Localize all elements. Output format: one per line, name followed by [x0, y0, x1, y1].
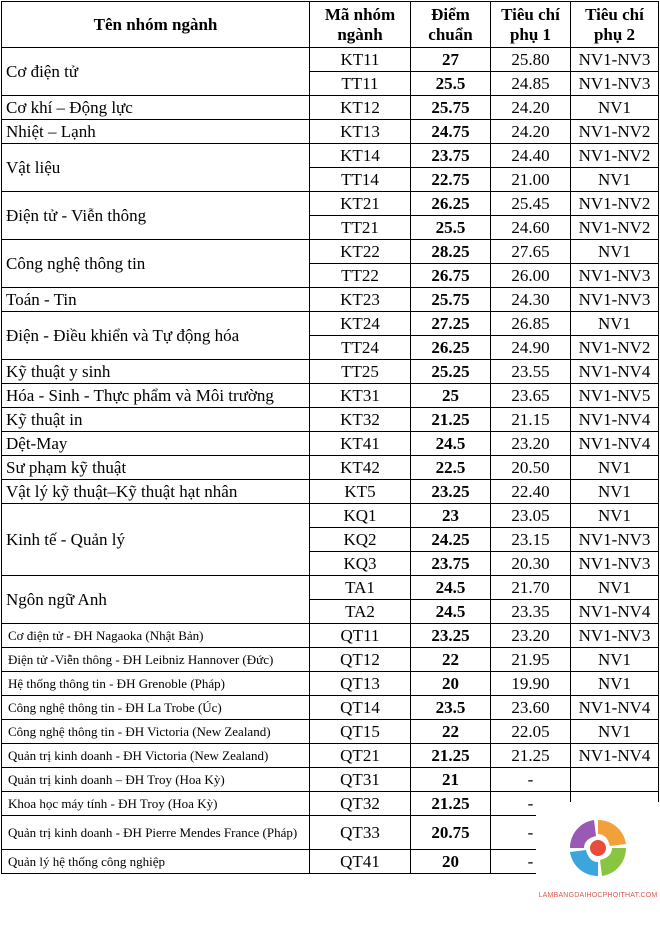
cutoff-score: 21.25 — [411, 792, 491, 816]
table-row — [2, 120, 659, 144]
criteria-1: 24.20 — [491, 96, 571, 120]
cutoff-score: 22.75 — [411, 168, 491, 192]
table-row — [2, 648, 659, 672]
criteria-2: NV1-NV2 — [571, 192, 659, 216]
cutoff-score: 21.25 — [411, 408, 491, 432]
program-name: Kỹ thuật y sinh — [2, 360, 310, 384]
criteria-1: 25.80 — [491, 48, 571, 72]
header-score: Điểm chuẩn — [411, 2, 491, 48]
program-code: KT12 — [310, 96, 411, 120]
criteria-1: 23.60 — [491, 696, 571, 720]
criteria-1: 26.85 — [491, 312, 571, 336]
criteria-2: NV1-NV4 — [571, 408, 659, 432]
program-code: QT33 — [310, 816, 411, 850]
cutoff-score: 23.75 — [411, 144, 491, 168]
program-code: QT13 — [310, 672, 411, 696]
program-code: TA1 — [310, 576, 411, 600]
program-name: Cơ khí – Động lực — [2, 96, 310, 120]
table-row — [2, 96, 659, 120]
criteria-2: NV1 — [571, 672, 659, 696]
program-code: KT11 — [310, 48, 411, 72]
program-code: QT14 — [310, 696, 411, 720]
criteria-2: NV1 — [571, 312, 659, 336]
criteria-2: NV1-NV5 — [571, 384, 659, 408]
program-code: TT14 — [310, 168, 411, 192]
program-name: Công nghệ thông tin — [2, 240, 310, 288]
criteria-1: 21.70 — [491, 576, 571, 600]
program-name: Quản lý hệ thống công nghiệp — [2, 850, 310, 874]
criteria-1: - — [491, 792, 571, 816]
header-code: Mã nhóm ngành — [310, 2, 411, 48]
table-row — [2, 624, 659, 648]
program-name: Quản trị kinh doanh – ĐH Troy (Hoa Kỳ) — [2, 768, 310, 792]
program-code: KQ2 — [310, 528, 411, 552]
cutoff-score: 26.25 — [411, 192, 491, 216]
table-row — [2, 360, 659, 384]
criteria-2: NV1-NV3 — [571, 264, 659, 288]
criteria-1: 20.30 — [491, 552, 571, 576]
criteria-2: NV1-NV3 — [571, 288, 659, 312]
criteria-2: NV1-NV2 — [571, 336, 659, 360]
criteria-1: 23.15 — [491, 528, 571, 552]
header-criteria-2: Tiêu chí phụ 2 — [571, 2, 659, 48]
criteria-1: 23.55 — [491, 360, 571, 384]
criteria-1: - — [491, 768, 571, 792]
program-name: Công nghệ thông tin - ĐH Victoria (New Zealand) — [2, 720, 310, 744]
cutoff-score: 22 — [411, 720, 491, 744]
criteria-1: 24.30 — [491, 288, 571, 312]
program-code: QT32 — [310, 792, 411, 816]
criteria-2: NV1-NV3 — [571, 624, 659, 648]
criteria-2: NV1 — [571, 240, 659, 264]
criteria-1: 26.00 — [491, 264, 571, 288]
table-row — [2, 240, 659, 264]
program-code: QT41 — [310, 850, 411, 874]
criteria-2: NV1-NV4 — [571, 600, 659, 624]
program-name: Dệt-May — [2, 432, 310, 456]
cutoff-score: 24.5 — [411, 600, 491, 624]
header-criteria-1: Tiêu chí phụ 1 — [491, 2, 571, 48]
criteria-1: 23.05 — [491, 504, 571, 528]
cutoff-score: 22.5 — [411, 456, 491, 480]
criteria-1: 23.65 — [491, 384, 571, 408]
criteria-2: NV1 — [571, 480, 659, 504]
program-code: KT42 — [310, 456, 411, 480]
cutoff-score: 23.25 — [411, 480, 491, 504]
table-row — [2, 744, 659, 768]
table-row — [2, 288, 659, 312]
cutoff-score: 26.25 — [411, 336, 491, 360]
program-code: KT14 — [310, 144, 411, 168]
program-code: QT11 — [310, 624, 411, 648]
table-row — [2, 144, 659, 168]
cutoff-score: 20 — [411, 672, 491, 696]
criteria-1: 21.95 — [491, 648, 571, 672]
program-code: KQ1 — [310, 504, 411, 528]
criteria-2: NV1-NV2 — [571, 216, 659, 240]
criteria-2: NV1-NV2 — [571, 144, 659, 168]
criteria-1: - — [491, 816, 571, 850]
criteria-2: NV1 — [571, 576, 659, 600]
program-code: TT22 — [310, 264, 411, 288]
criteria-1: - — [491, 850, 571, 874]
criteria-1: 23.35 — [491, 600, 571, 624]
cutoff-score: 22 — [411, 648, 491, 672]
program-code: QT31 — [310, 768, 411, 792]
program-name: Điện tử - Viễn thông — [2, 192, 310, 240]
program-name: Toán - Tin — [2, 288, 310, 312]
cutoff-score: 23.75 — [411, 552, 491, 576]
criteria-2: NV1-NV4 — [571, 360, 659, 384]
program-name: Vật liệu — [2, 144, 310, 192]
criteria-1: 19.90 — [491, 672, 571, 696]
program-name: Ngôn ngữ Anh — [2, 576, 310, 624]
cutoff-score: 20.75 — [411, 816, 491, 850]
criteria-1: 23.20 — [491, 624, 571, 648]
program-code: QT15 — [310, 720, 411, 744]
program-code: KT21 — [310, 192, 411, 216]
program-name: Vật lý kỹ thuật–Kỹ thuật hạt nhân — [2, 480, 310, 504]
watermark — [536, 802, 660, 926]
table-row — [2, 312, 659, 336]
watermark-logo-icon — [566, 816, 630, 880]
table-row — [2, 696, 659, 720]
program-name: Quản trị kinh doanh - ĐH Pierre Mendes France (Pháp) — [2, 816, 310, 850]
program-code: TT21 — [310, 216, 411, 240]
cutoff-score: 23.5 — [411, 696, 491, 720]
watermark-text: LAMBANGDAIHOCPHOITHAT.COM — [538, 892, 658, 899]
program-code: KQ3 — [310, 552, 411, 576]
criteria-1: 24.60 — [491, 216, 571, 240]
criteria-2: NV1-NV4 — [571, 744, 659, 768]
program-code: KT41 — [310, 432, 411, 456]
criteria-2: NV1 — [571, 720, 659, 744]
program-code: KT24 — [310, 312, 411, 336]
criteria-1: 20.50 — [491, 456, 571, 480]
program-code: TA2 — [310, 600, 411, 624]
cutoff-score: 25.5 — [411, 72, 491, 96]
table-row — [2, 408, 659, 432]
cutoff-score: 24.5 — [411, 576, 491, 600]
criteria-1: 24.40 — [491, 144, 571, 168]
cutoff-score: 25.75 — [411, 288, 491, 312]
header-name: Tên nhóm ngành — [2, 2, 310, 48]
criteria-1: 24.85 — [491, 72, 571, 96]
criteria-2: NV1-NV3 — [571, 528, 659, 552]
criteria-2: NV1 — [571, 96, 659, 120]
criteria-1: 24.90 — [491, 336, 571, 360]
criteria-2: NV1 — [571, 456, 659, 480]
program-name: Nhiệt – Lạnh — [2, 120, 310, 144]
program-name: Điện tử -Viễn thông - ĐH Leibniz Hannover (Đức) — [2, 648, 310, 672]
criteria-2: NV1-NV3 — [571, 552, 659, 576]
header-row — [2, 2, 659, 48]
criteria-1: 27.65 — [491, 240, 571, 264]
criteria-1: 21.15 — [491, 408, 571, 432]
program-code: KT13 — [310, 120, 411, 144]
criteria-2: NV1-NV4 — [571, 696, 659, 720]
program-code: KT22 — [310, 240, 411, 264]
criteria-2: NV1 — [571, 504, 659, 528]
program-name: Kỹ thuật in — [2, 408, 310, 432]
cutoff-score: 27.25 — [411, 312, 491, 336]
program-code: KT23 — [310, 288, 411, 312]
table-row — [2, 456, 659, 480]
criteria-1: 24.20 — [491, 120, 571, 144]
program-name: Hệ thống thông tin - ĐH Grenoble (Pháp) — [2, 672, 310, 696]
program-name: Điện - Điều khiển và Tự động hóa — [2, 312, 310, 360]
program-code: KT5 — [310, 480, 411, 504]
cutoff-score: 21 — [411, 768, 491, 792]
cutoff-score: 24.5 — [411, 432, 491, 456]
criteria-2: NV1-NV4 — [571, 432, 659, 456]
criteria-1: 22.40 — [491, 480, 571, 504]
cutoff-score: 25 — [411, 384, 491, 408]
program-name: Cơ điện tử - ĐH Nagaoka (Nhật Bản) — [2, 624, 310, 648]
program-code: QT12 — [310, 648, 411, 672]
program-code: TT11 — [310, 72, 411, 96]
cutoff-score: 20 — [411, 850, 491, 874]
cutoff-score: 24.75 — [411, 120, 491, 144]
table-row — [2, 480, 659, 504]
cutoff-score: 25.5 — [411, 216, 491, 240]
table-row — [2, 720, 659, 744]
criteria-2: NV1-NV3 — [571, 72, 659, 96]
table-row — [2, 384, 659, 408]
program-name: Cơ điện tử — [2, 48, 310, 96]
program-name: Kinh tế - Quản lý — [2, 504, 310, 576]
criteria-1: 21.00 — [491, 168, 571, 192]
program-name: Hóa - Sinh - Thực phẩm và Môi trường — [2, 384, 310, 408]
program-code: TT25 — [310, 360, 411, 384]
table-row — [2, 768, 659, 792]
cutoff-score: 24.25 — [411, 528, 491, 552]
criteria-2: NV1 — [571, 648, 659, 672]
program-code: QT21 — [310, 744, 411, 768]
program-code: KT32 — [310, 408, 411, 432]
cutoff-score: 25.75 — [411, 96, 491, 120]
program-name: Quản trị kinh doanh - ĐH Victoria (New Zealand) — [2, 744, 310, 768]
table-row — [2, 192, 659, 216]
table-row — [2, 432, 659, 456]
cutoff-score: 23 — [411, 504, 491, 528]
cutoff-score: 26.75 — [411, 264, 491, 288]
criteria-1: 25.45 — [491, 192, 571, 216]
table-row — [2, 672, 659, 696]
criteria-1: 23.20 — [491, 432, 571, 456]
criteria-2: NV1-NV2 — [571, 120, 659, 144]
criteria-1: 22.05 — [491, 720, 571, 744]
program-name: Sư phạm kỹ thuật — [2, 456, 310, 480]
table-row — [2, 48, 659, 72]
admission-scores-table — [1, 1, 659, 874]
criteria-2 — [571, 768, 659, 792]
criteria-1: 21.25 — [491, 744, 571, 768]
cutoff-score: 25.25 — [411, 360, 491, 384]
program-name: Khoa học máy tính - ĐH Troy (Hoa Kỳ) — [2, 792, 310, 816]
criteria-2: NV1-NV3 — [571, 48, 659, 72]
table-row — [2, 504, 659, 528]
program-code: KT31 — [310, 384, 411, 408]
cutoff-score: 27 — [411, 48, 491, 72]
cutoff-score: 21.25 — [411, 744, 491, 768]
program-code: TT24 — [310, 336, 411, 360]
cutoff-score: 28.25 — [411, 240, 491, 264]
criteria-2: NV1 — [571, 168, 659, 192]
program-name: Công nghệ thông tin - ĐH La Trobe (Úc) — [2, 696, 310, 720]
cutoff-score: 23.25 — [411, 624, 491, 648]
table-row — [2, 576, 659, 600]
